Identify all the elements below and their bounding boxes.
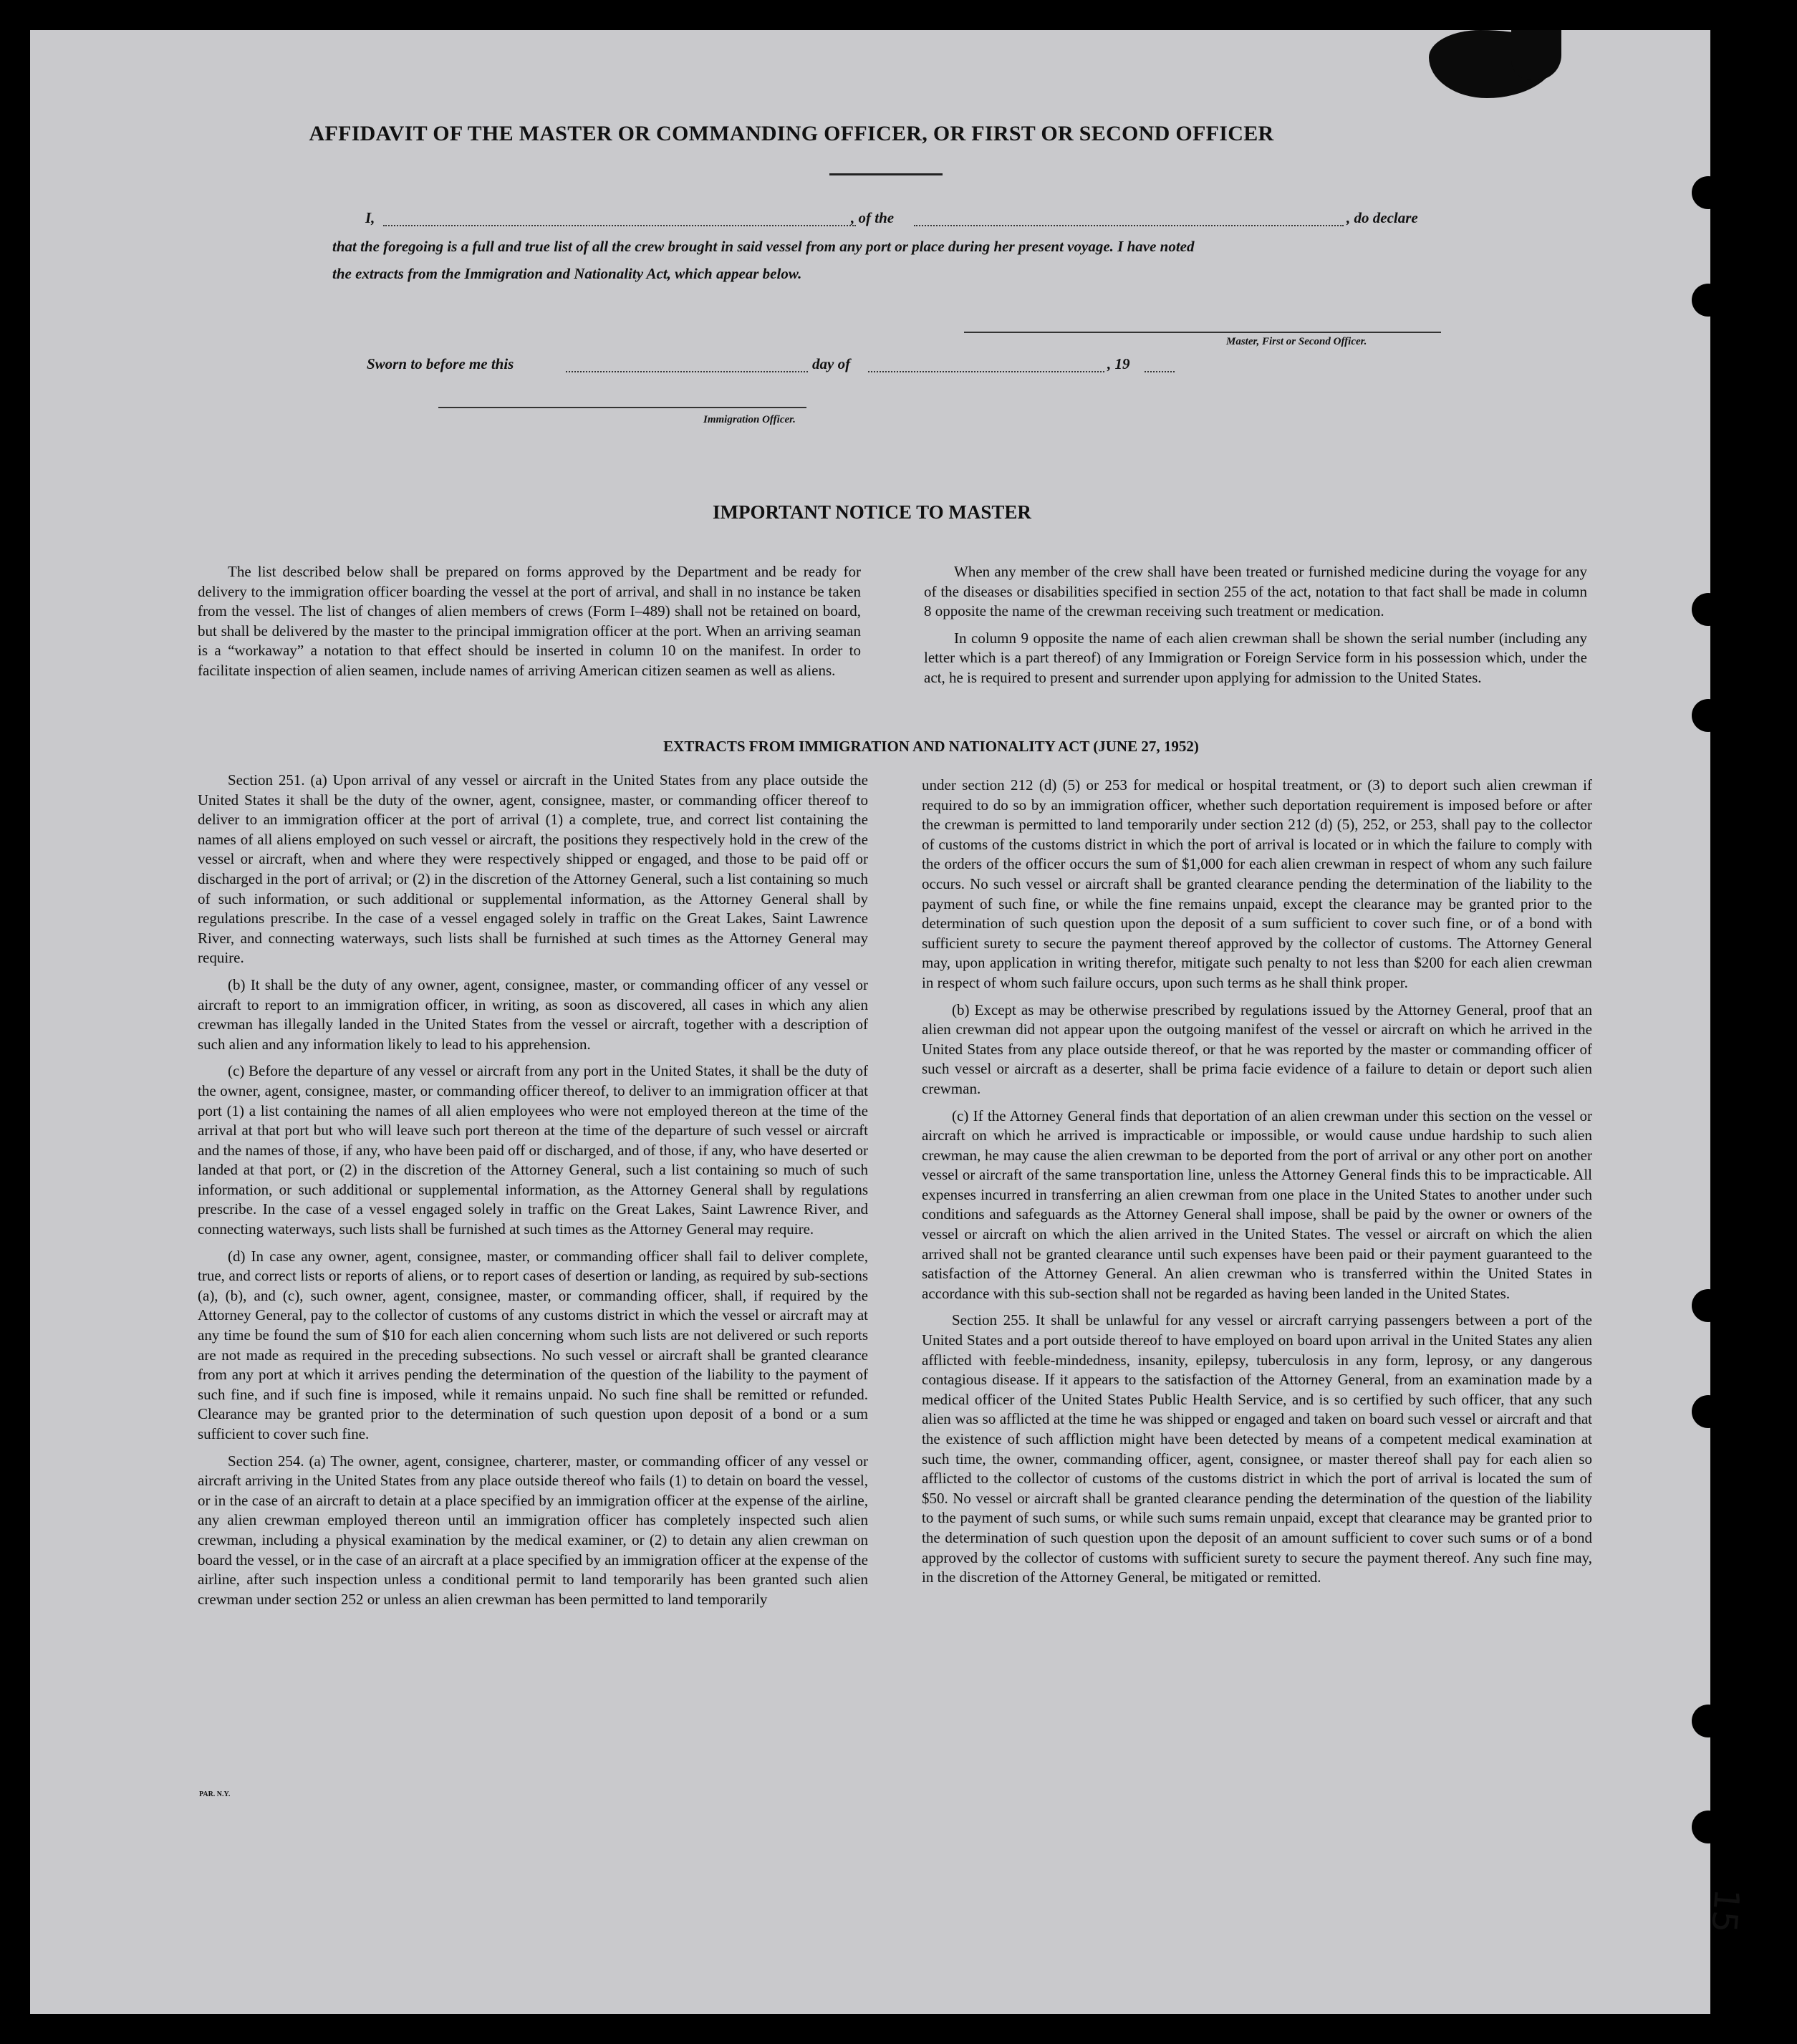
- printer-mark: PAR. N.Y.: [199, 1790, 231, 1798]
- act-section-paragraph: under section 212 (d) (5) or 253 for medical or hospital treatment, or (3) to deport such alien crewman if required to do so by an immigration officer, whether such deportation requirement is imposed before or after the crewman is permitted to land temporarily under section 212 (d) (5), 252, or 253, shall pay to the collector of customs of the customs district in which the port of arrival is located or in which the failure to comply with the orders of the officer occurs the sum of $1,000 for each alien crewman in respect of whom any such failure occurs. No such vessel or aircraft shall be granted clearance pending the determination of the liability to the payment of such fine, or while the fine remains unpaid, except the clearance may be granted prior to the determination of such question upon the deposit of a sum sufficient to cover such fine, or of a bond with sufficient surety to secure the payment thereof approved by the collector of customs. The Attorney General may, upon application in writing therefor, mitigate such penalty to not less than $200 for each alien crewman in respect of whom such failure occurs, upon such terms as he shall think proper.: [922, 776, 1592, 991]
- act-section-paragraph: Section 255. It shall be unlawful for any vessel or aircraft carrying passengers between a port of the United States and a port outside thereof to have employed on board upon arrival in the United States any alien afflicted with feeble-mindedness, insanity, epilepsy, tuberculosis in any form, leprosy, or any dangerous contagious disease. If it appears to the satisfaction of the Attorney General, from an examination made by a medical officer of the United States Public Health Service, and is so certified by such officer, that any such alien was so afflicted at the time he was shipped or engaged and taken on board such vessel or aircraft and that the existence of such affliction might have been detected by means of a competent medical examination at such time, the owner, commanding officer, agent, consignee, or master thereof shall pay for each alien so afflicted to the collector of customs of the customs district in which the port of arrival is located the sum of $50. No vessel or aircraft shall be granted clearance pending the determination of the question of the liability to the payment of such sums, or while such sums remain unpaid, except that clearance may be granted prior to the determination of such question upon the deposit of an amount sufficient to cover such sums or of a bond approved by the collector of customs with sufficient surety to secure the payment thereof. Any such fine may, in the discretion of the Attorney General, be mitigated or remitted.: [922, 1311, 1592, 1586]
- notice-paragraph: When any member of the crew shall have been treated or furnished medicine during the voyage for any of the diseases or disabilities specified in section 255 of the act, notation to that fact shall be made in column 8 opposite the name of the crewman receiving such treatment or medication.: [924, 563, 1587, 620]
- punch-hole: [1692, 1395, 1725, 1428]
- act-section-paragraph: Section 254. (a) The owner, agent, consignee, charterer, master, or commanding officer of any vessel or aircraft arriving in the United States from any place outside thereof who fails (1) to detain on board the vessel, or in the case of an aircraft to detain at a place specified by an immigration officer at the expense of the airline, any alien crewman employed thereon until an immigration officer has completely inspected such alien crewman, including a physical examination by the medical examiner, or (2) to detain any alien crewman on board the vessel, or in the case of an aircraft at a place specified by an immigration officer at the expense of the airline, after such inspection unless a conditional permit to land temporarily has been granted such alien crewman under section 252 or unless an alien crewman has been permitted to land temporarily: [198, 1452, 868, 1608]
- act-section-paragraph: (c) Before the departure of any vessel or aircraft from any port in the United States, it shall be the duty of the owner, agent, consignee, master, or commanding officer thereof, to deliver to an immigration officer at that port (1) a list containing the names of all alien employees who were not employed thereon at the time of the arrival at that port but who will leave such port thereon at the time of the departure of such vessel or aircraft and the names of those, if any, who have been paid off or discharged, and of those, if any, who have deserted or landed at that port, or (2) in the discretion of the Attorney General, such a list containing so much of such information, or such additional or supplemental information, as the Attorney General shall by regulations prescribe. In the case of a vessel engaged solely in traffic on the Great Lakes, Saint Lawrence River, and connecting waterways, such lists shall be furnished at such times as the Attorney General may require.: [198, 1062, 868, 1238]
- notice-heading: IMPORTANT NOTICE TO MASTER: [713, 501, 1031, 523]
- statement-line-2: the extracts from the Immigration and Nationality Act, which appear below.: [332, 265, 802, 282]
- extracts-left-column: [198, 771, 868, 1616]
- officer-caption: Immigration Officer.: [703, 414, 796, 425]
- day-of-label: day of: [812, 355, 851, 372]
- title-rule: [829, 173, 943, 175]
- notice-right-column: [924, 562, 1587, 695]
- sworn-day-field[interactable]: [566, 371, 808, 372]
- extracts-heading: EXTRACTS FROM IMMIGRATION AND NATIONALITY ACT (JUNE 27, 1952): [663, 738, 1199, 755]
- sworn-month-field[interactable]: [868, 371, 1104, 372]
- punch-hole: [1692, 284, 1725, 317]
- punch-hole: [1692, 1811, 1725, 1843]
- master-signature-field[interactable]: [964, 332, 1441, 333]
- notice-paragraph: The list described below shall be prepared on forms approved by the Department and be ready for delivery to the immigration officer boarding the vessel at the port of arrival, and shall in no instance be taken from the vessel. The list of changes of alien members of crews (Form I–489) shall not be retained on board, but shall be delivered by the master to the principal immigration officer at the port. When an arriving seaman is a “workaway” a notation to that effect should be inserted in column 10 on the manifest. In order to facilitate inspection of alien seamen, include names of arriving American citizen seamen as well as aliens.: [198, 563, 861, 679]
- extracts-right-column: [922, 776, 1592, 1595]
- declare-label: , do declare: [1346, 209, 1418, 226]
- punch-hole: [1692, 699, 1725, 732]
- officer-signature-field[interactable]: [438, 407, 806, 408]
- act-section-paragraph: Section 251. (a) Upon arrival of any vessel or aircraft in the United States from any place outside the United States it shall be the duty of the owner, agent, consignee, master, or commanding officer thereof to deliver to an immigration officer at the port of arrival (1) a complete, true, and correct list containing the names of all aliens employed on such vessel or aircraft, the positions they respectively hold in the crew of the vessel or aircraft, when and where they were respectively shipped or engaged, and those to be paid off or discharged in the port of arrival; or (2) in the discretion of the Attorney General, such a list containing so much of such information, or such additional or supplemental information, as the Attorney General shall by regulations prescribe. In the case of a vessel engaged solely in traffic on the Great Lakes, Saint Lawrence River, and connecting waterways, such lists shall be furnished at such times as the Attorney General may require.: [198, 771, 868, 967]
- sworn-label: Sworn to before me this: [367, 355, 514, 372]
- statement-line-1: that the foregoing is a full and true list of all the crew brought in said vessel from any port or place during her present voyage. I have noted: [332, 238, 1195, 255]
- ink-stain: [1511, 30, 1561, 80]
- act-section-paragraph: (b) It shall be the duty of any owner, agent, consignee, master, or commanding officer of any vessel or aircraft to report to an immigration officer, in writing, as soon as discovered, all cases in which any alien crewman has illegally landed in the United States from the vessel or aircraft, together with a description of such alien and any information likely to lead to his apprehension.: [198, 975, 868, 1053]
- punch-hole: [1692, 176, 1725, 209]
- act-section-paragraph: (b) Except as may be otherwise prescribed by regulations issued by the Attorney General, proof that an alien crewman did not appear upon the outgoing manifest of the vessel or aircraft on which he arrived in the United States from any place outside thereof, or that he was reported by the master or commanding officer of such vessel or aircraft as a deserter, shall be prima facie evidence of a failure to detain or deport such alien crewman.: [922, 1001, 1592, 1097]
- of-the-label: , of the: [851, 209, 895, 226]
- punch-hole: [1692, 1705, 1725, 1737]
- declarant-name-field[interactable]: [383, 225, 856, 226]
- master-signature-caption: Master, First or Second Officer.: [1226, 336, 1367, 347]
- sworn-year-field[interactable]: [1145, 371, 1175, 372]
- notice-left-column: [198, 562, 861, 688]
- handwritten-page-number: 15: [1702, 1887, 1748, 1934]
- act-section-paragraph: (d) In case any owner, agent, consignee, master, or commanding officer shall fail to deliver complete, true, and correct lists or reports of aliens, or to report cases of desertion or landing, as required by sub-sections (a), (b), and (c), such owner, agent, consignee, master, or commanding officer, shall, if required by the Attorney General, pay to the collector of customs of any customs district in which the vessel or aircraft may at any time be found the sum of $10 for each alien concerning whom such lists are not delivered or such reports are not made as required in the preceding subsections. No such vessel or aircraft shall be granted clearance from any port at which it arrives pending the determination of the question of the liability to the payment of such fine, and if such fine is imposed, while it remains unpaid. No such fine shall be remitted or refunded. Clearance may be granted prior to the determination of such question upon deposit of a bond or a sum sufficient to cover such fine.: [198, 1247, 868, 1442]
- act-section-paragraph: (c) If the Attorney General finds that deportation of an alien crewman under this section on the vessel or aircraft on which he arrived is impracticable or impossible, or would cause undue hardship to such alien crewman, he may cause the alien crewman to be deported from the port of arrival or any other port on another vessel or aircraft of the same transportation line, unless the Attorney General finds this to be impracticable. All expenses incurred in transferring an alien crewman from one place in the United States to another under such conditions and safeguards as the Attorney General shall impose, shall be paid by the owner or owners of the vessel or aircraft on which the alien arrived in the United States. The vessel or aircraft on which the alien arrived shall not be granted clearance until such expenses have been paid or their payment guaranteed to the satisfaction of the Attorney General. An alien crewman who is transferred within the United States in accordance with this sub-section shall not be regarded as having been landed in the United States.: [922, 1107, 1592, 1302]
- notice-paragraph: In column 9 opposite the name of each alien crewman shall be shown the serial number (including any letter which is a part thereof) of any Immigration or Foreign Service form in his possession which, under the act, he is required to present and surrender upon applying for admission to the United States.: [924, 629, 1587, 686]
- affidavit-title: AFFIDAVIT OF THE MASTER OR COMMANDING OFFICER, OR FIRST OR SECOND OFFICER: [309, 122, 1274, 145]
- vessel-name-field[interactable]: [914, 225, 1344, 226]
- punch-hole: [1692, 593, 1725, 626]
- year-label: , 19: [1107, 355, 1130, 372]
- punch-hole: [1692, 1289, 1725, 1322]
- declarant-prefix: I,: [365, 209, 375, 226]
